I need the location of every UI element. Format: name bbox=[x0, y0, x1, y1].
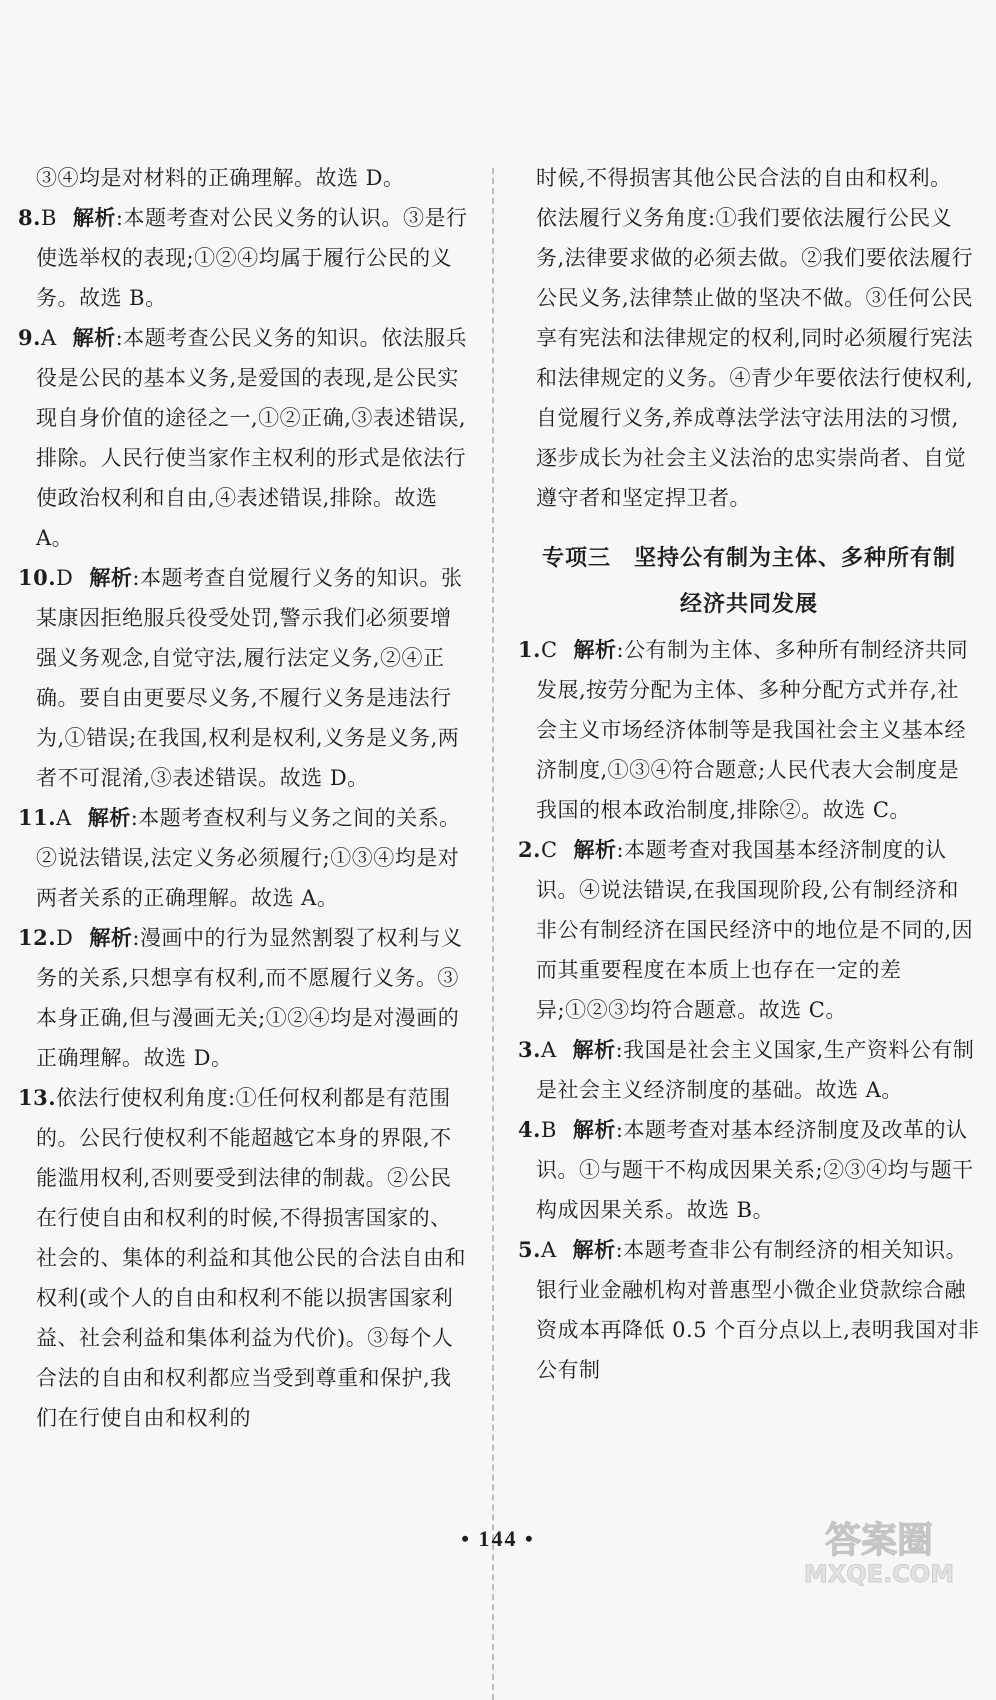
item-number: 13. bbox=[18, 1085, 57, 1110]
right-column bbox=[518, 158, 980, 1390]
answer-text: 依法行使权利角度:①任何权利都是有范围的。公民行使权利不能超越它本身的界限,不能滥用权利,否则要受到法律的制裁。②公民在行使自由和权利的时候,不得损害国家的、社会的、集体的利益和其他公民的合法自由和权利(或个人的自由和权利不能以损害国家利益、社会利益和集体利益为代价)。③每个人合法的自由和权利都应当受到尊重和保护,我们在行使自由和权利的 bbox=[36, 1086, 466, 1430]
analysis-label: 解析 bbox=[572, 1117, 616, 1142]
answer-letter: D bbox=[56, 566, 74, 590]
answer-letter: A bbox=[540, 1038, 557, 1062]
answer-letter: A bbox=[540, 1238, 557, 1262]
answer-item-13 bbox=[18, 1078, 468, 1438]
answer-letter: D bbox=[56, 926, 74, 950]
item-number: 8. bbox=[18, 205, 41, 230]
continued-paragraph: 依法履行义务角度:①我们要依法履行公民义务,法律要求做的必须去做。②我们要依法履行公民义务,法律禁止做的坚决不做。③任何公民享有宪法和法律规定的权利,同时必须履行宪法和法律规定的义务。④青少年要依法行使权利,自觉履行义务,养成尊法学法守法用法的习惯,逐步成长为社会主义法治的忠实崇尚者、自觉遵守者和坚定捍卫者。 bbox=[536, 206, 974, 510]
section-title: 专项三 坚持公有制为主体、多种所有制 bbox=[541, 545, 956, 571]
page-number: • 144 • bbox=[461, 1526, 535, 1551]
answer-item-1 bbox=[518, 630, 980, 830]
item-number: 2. bbox=[518, 837, 541, 862]
answer-item-2 bbox=[518, 830, 980, 1030]
item-number: 3. bbox=[518, 1037, 541, 1062]
item-number: 1. bbox=[518, 637, 541, 662]
analysis-text: :本题考查公民义务的知识。依法服兵役是公民的基本义务,是爱国的表现,是公民实现自身价值的途径之一,①②正确,③表述错误,排除。人民行使当家作主权利的形式是依法行使政治权利和自由,④表述错误,排除。故选 A。 bbox=[36, 326, 468, 550]
analysis-label: 解析 bbox=[572, 1037, 616, 1062]
analysis-text: :本题考查非公有制经济的相关知识。银行业金融机构对普惠型小微企业贷款综合融资成本再降低 0.5 个百分点以上,表明我国对非公有制 bbox=[536, 1238, 980, 1382]
analysis-text: :漫画中的行为显然割裂了权利与义务的关系,只想享有权利,而不愿履行义务。③本身正确,但与漫画无关;①②④均是对漫画的正确理解。故选 D。 bbox=[36, 926, 463, 1070]
answer-letter: B bbox=[40, 206, 57, 230]
item-number: 11. bbox=[18, 805, 57, 830]
analysis-text: :本题考查对公民义务的认识。③是行使选举权的表现;①②④均属于履行公民的义务。故选 B。 bbox=[36, 206, 468, 310]
analysis-label: 解析 bbox=[72, 325, 116, 350]
watermark-logo bbox=[774, 1514, 984, 1588]
left-column bbox=[18, 158, 468, 1438]
analysis-label: 解析 bbox=[72, 205, 116, 230]
answer-letter: A bbox=[40, 326, 57, 350]
watermark-url: MXQE.COM bbox=[803, 1560, 955, 1588]
item-number: 9. bbox=[18, 325, 41, 350]
analysis-label: 解析 bbox=[87, 805, 131, 830]
analysis-label: 解析 bbox=[89, 565, 133, 590]
answer-letter: C bbox=[540, 638, 558, 662]
item-number: 5. bbox=[518, 1237, 541, 1262]
analysis-label: 解析 bbox=[573, 837, 617, 862]
analysis-text: :本题考查对我国基本经济制度的认识。④说法错误,在我国现阶段,公有制经济和非公有制经济在国民经济中的地位是不同的,因而其重要程度在本质上也存在一定的差异;①②③均符合题意。故选 C。 bbox=[536, 838, 974, 1022]
answer-letter: C bbox=[540, 838, 558, 862]
answer-item-3 bbox=[518, 1030, 980, 1110]
analysis-text: :公有制为主体、多种所有制经济共同发展,按劳分配为主体、多种分配方式并存,社会主义市场经济体制等是我国社会主义基本经济制度,①③④符合题意;人民代表大会制度是我国的根本政治制度,排除②。故选 C。 bbox=[536, 638, 969, 822]
continued-line: ③④均是对材料的正确理解。故选 D。 bbox=[36, 166, 405, 190]
answer-item-5 bbox=[518, 1230, 980, 1390]
answer-item-11 bbox=[18, 798, 468, 918]
item-number: 4. bbox=[518, 1117, 541, 1142]
answer-letter: B bbox=[540, 1118, 557, 1142]
watermark-text: 答案圈 bbox=[824, 1520, 934, 1561]
continued-line: 时候,不得损害其他公民合法的自由和权利。 bbox=[536, 166, 952, 190]
analysis-label: 解析 bbox=[89, 925, 133, 950]
answer-item-12 bbox=[18, 918, 468, 1078]
analysis-label: 解析 bbox=[573, 637, 617, 662]
analysis-text: :本题考查权利与义务之间的关系。②说法错误,法定义务必须履行;①③④均是对两者关系的正确理解。故选 A。 bbox=[36, 806, 461, 910]
answer-letter: A bbox=[56, 806, 72, 830]
answer-item-8 bbox=[18, 198, 468, 318]
item-number: 10. bbox=[18, 565, 57, 590]
column-divider bbox=[492, 168, 494, 1700]
analysis-text: :我国是社会主义国家,生产资料公有制是社会主义经济制度的基础。故选 A。 bbox=[536, 1038, 975, 1102]
answer-item-10 bbox=[18, 558, 468, 798]
analysis-text: :本题考查对基本经济制度及改革的认识。①与题干不构成因果关系;②③④均与题干构成因果关系。故选 B。 bbox=[536, 1118, 974, 1222]
item-number: 12. bbox=[18, 925, 57, 950]
answer-item-4 bbox=[518, 1110, 980, 1230]
answer-item-9 bbox=[18, 318, 468, 558]
analysis-text: :本题考查自觉履行义务的知识。张某康因拒绝服兵役受处罚,警示我们必须要增强义务观念,自觉守法,履行法定义务,②④正确。要自由更要尽义务,不履行义务是违法行为,①错误;在我国,权利是权利,义务是义务,两者不可混淆,③表述错误。故选 D。 bbox=[36, 566, 463, 790]
section-title-cont: 经济共同发展 bbox=[679, 591, 818, 617]
analysis-label: 解析 bbox=[572, 1237, 616, 1262]
